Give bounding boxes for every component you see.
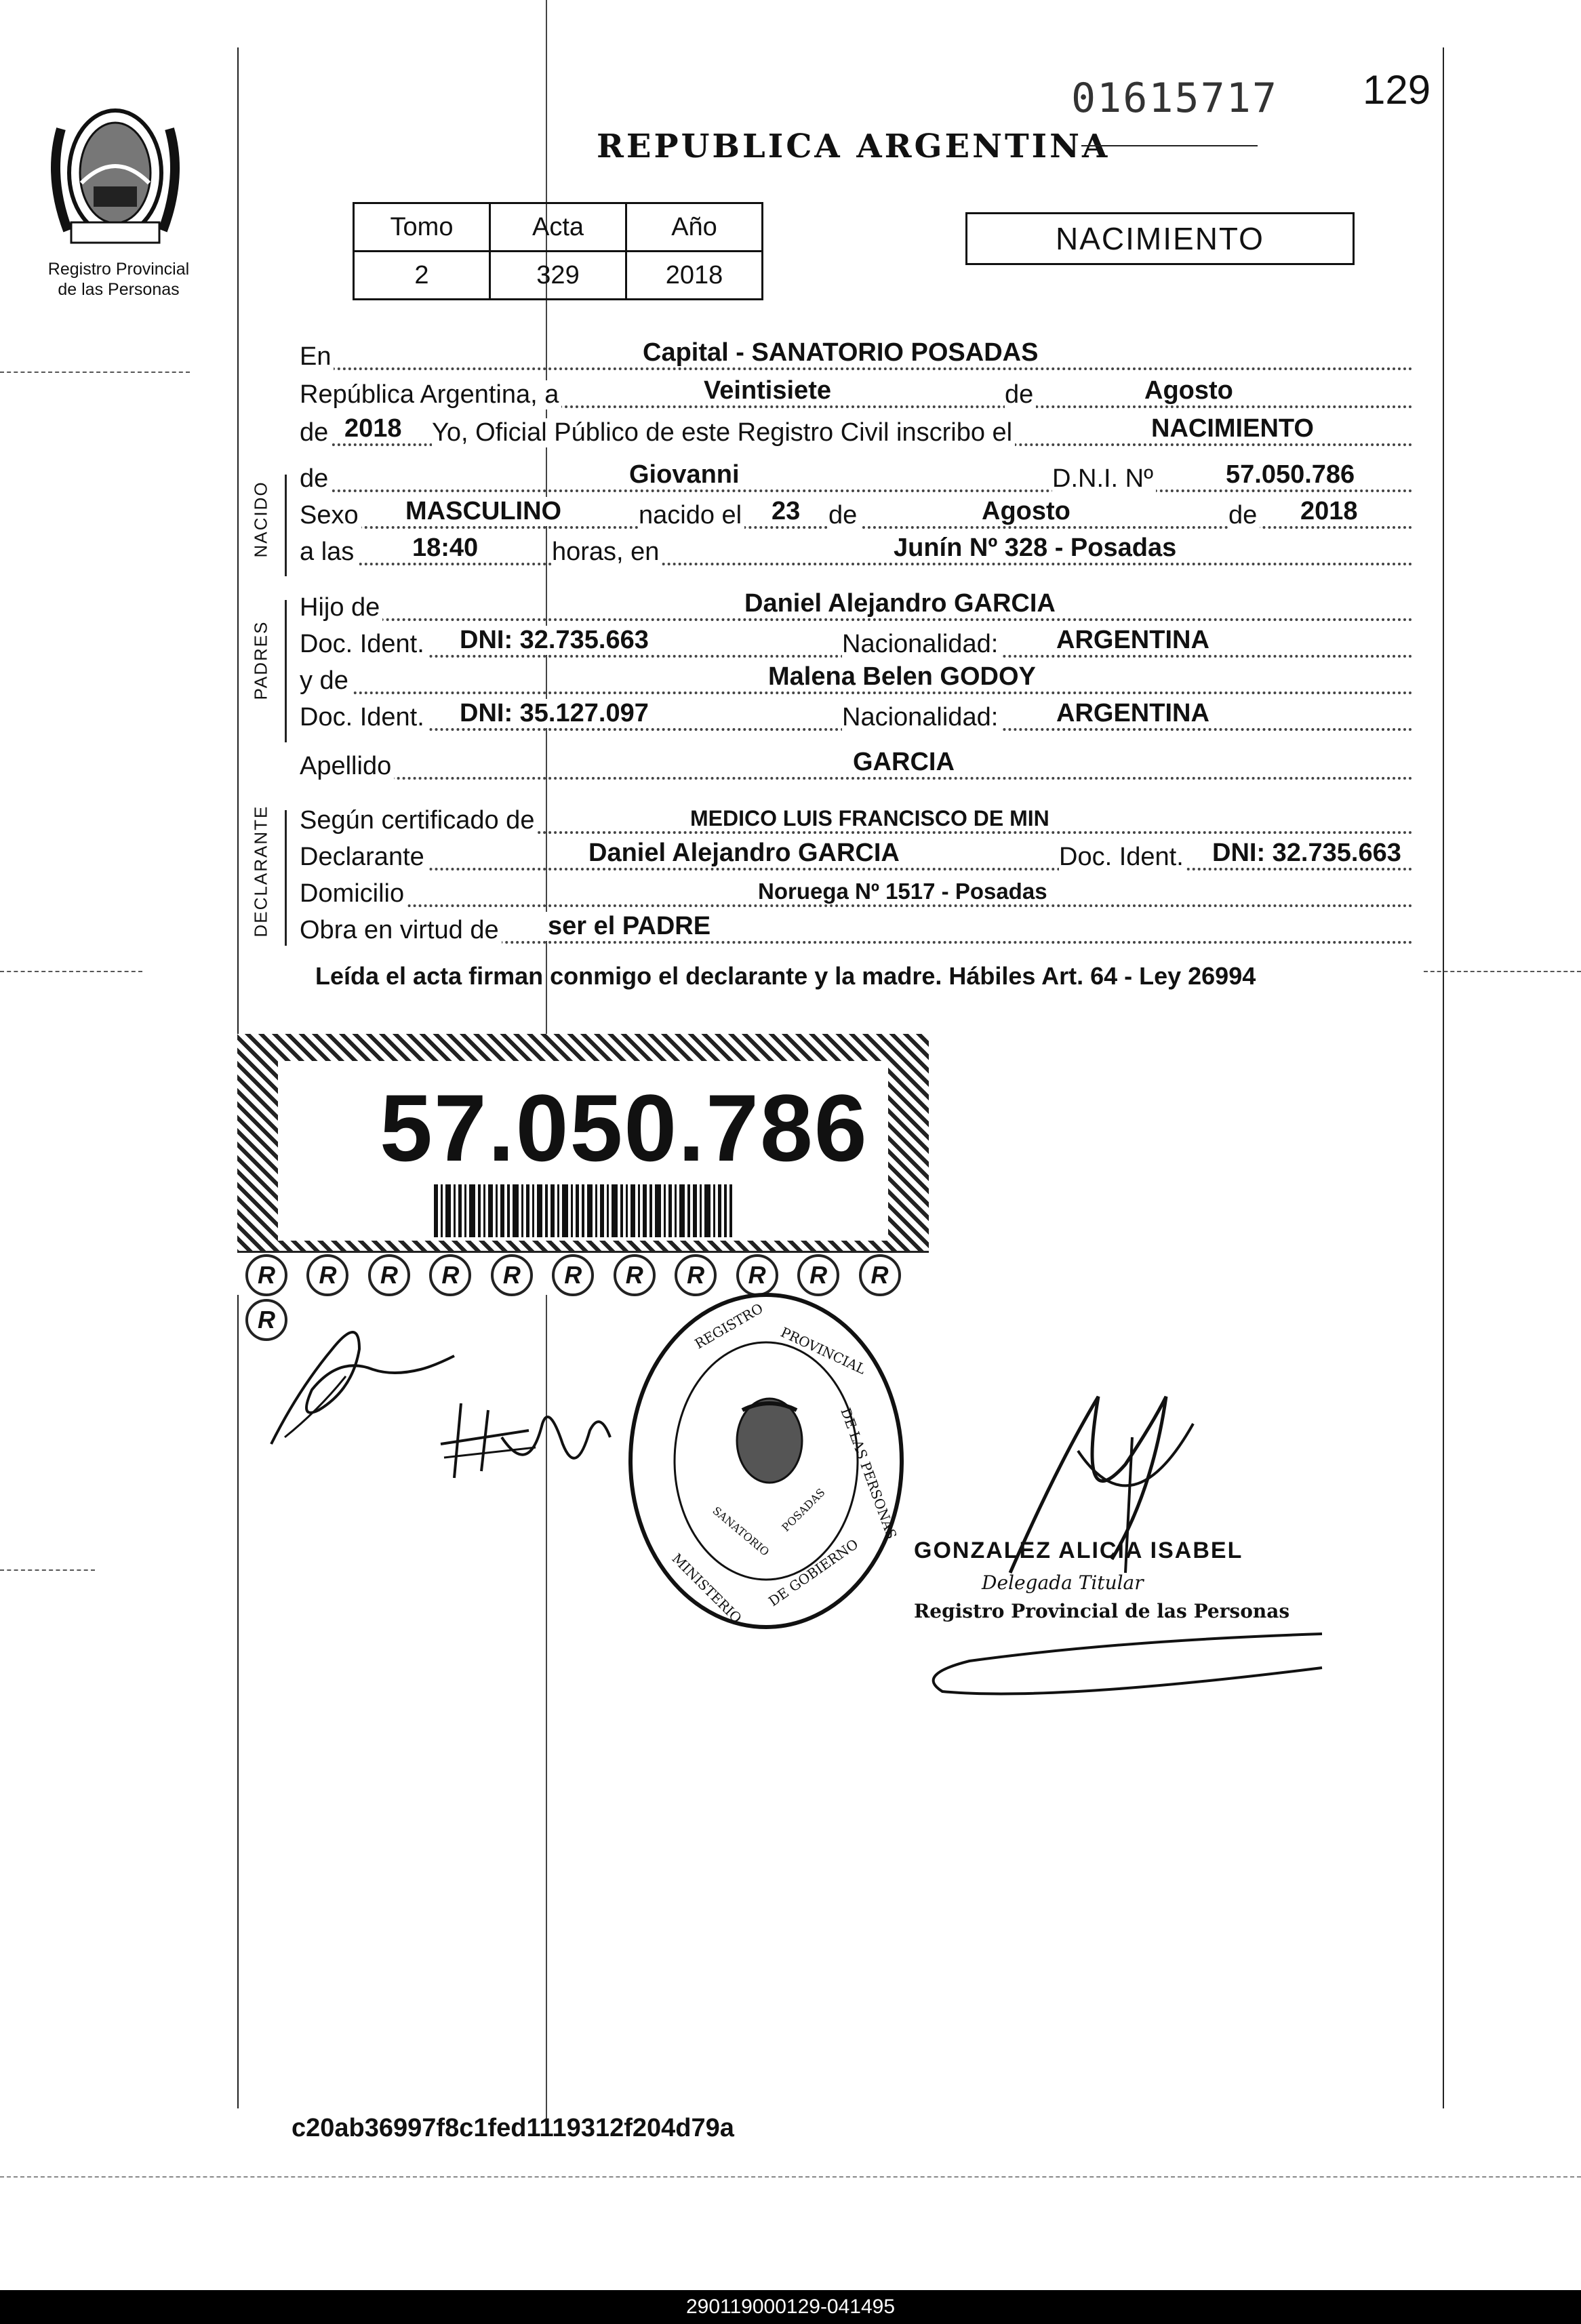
doc1-value: DNI: 32.735.663: [456, 626, 653, 655]
footer-id-bar: 290119000129-041495: [0, 2290, 1581, 2324]
declarante-label: Declarante: [300, 843, 427, 872]
nac-mes-value: Agosto: [978, 497, 1075, 526]
scan-line-right: [1424, 971, 1581, 972]
sexo-value: MASCULINO: [401, 497, 565, 526]
document-serial-number: 01615717: [1071, 75, 1278, 122]
r-logo-icon: R: [675, 1254, 717, 1296]
domicilio-label: Domicilio: [300, 879, 407, 908]
dni-value: 57.050.786: [1222, 460, 1359, 489]
document-type-box: NACIMIENTO: [965, 212, 1355, 265]
field-row-fecha: [300, 374, 1413, 412]
republica-label: República Argentina, a: [300, 380, 561, 409]
registry-label: Registro Provincial de las Personas: [47, 260, 190, 299]
scan-line-left-1: [0, 372, 190, 373]
r-logo-icon: R: [368, 1254, 410, 1296]
field-row-padre: [300, 587, 1413, 625]
mes-value: Agosto: [1140, 376, 1237, 405]
hora-label: a las: [300, 538, 357, 567]
declarante-value: Daniel Alejandro GARCIA: [584, 839, 904, 868]
official-title: Delegada Titular: [982, 1571, 1144, 1594]
svg-text:DE LAS PERSONAS: DE LAS PERSONAS: [837, 1405, 900, 1542]
official-name: GONZALEZ ALICIA ISABEL: [914, 1538, 1243, 1563]
hijo-label: Hijo de: [300, 593, 382, 622]
anio-value: 2018: [340, 414, 406, 443]
tomo-value: 2: [354, 252, 490, 300]
anio-header: Año: [626, 203, 763, 252]
yo-text: Yo, Oficial Público de este Registro Civil inscribo el: [432, 418, 1015, 447]
dni-sticker-number: 57.050.786: [380, 1075, 868, 1181]
nac2-label: Nacionalidad:: [842, 703, 1001, 732]
dia-value: Veintisiete: [700, 376, 835, 405]
field-row-en: [300, 336, 1413, 374]
tomo-acta-anio-table: [353, 202, 763, 300]
decl-doc-value: DNI: 32.735.663: [1208, 839, 1405, 868]
nombre-label: de: [300, 464, 331, 494]
nac1-label: Nacionalidad:: [842, 630, 1001, 659]
nac-de2-label: de: [1228, 501, 1260, 530]
field-row-domicilio: [300, 873, 1413, 911]
field-row-nombre: [300, 458, 1413, 496]
field-row-certificado: [300, 800, 1413, 838]
field-row-apellido: [300, 746, 1413, 784]
declarant-signature-icon: [258, 1308, 461, 1451]
r-logo-icon: R: [245, 1299, 287, 1341]
doc1-label: Doc. Ident.: [300, 630, 427, 659]
acta-value: 329: [490, 252, 626, 300]
obra-value: ser el PADRE: [544, 912, 715, 941]
official-office: Registro Provincial de las Personas: [914, 1600, 1290, 1622]
r-logo-icon: R: [614, 1254, 656, 1296]
yde-label: y de: [300, 666, 351, 696]
doc2-label: Doc. Ident.: [300, 703, 427, 732]
svg-text:REGISTRO: REGISTRO: [692, 1300, 766, 1353]
r-logo-icon: R: [797, 1254, 839, 1296]
scan-line-left-3: [0, 1569, 95, 1571]
right-margin-line: [1443, 47, 1444, 2108]
nacido-label: nacido el: [639, 501, 744, 530]
cert-value: MEDICO LUIS FRANCISCO DE MIN: [686, 806, 1054, 831]
mother-signature-icon: [434, 1383, 624, 1485]
svg-text:SANATORIO: SANATORIO: [710, 1504, 772, 1559]
declarante-bracket: [285, 810, 287, 946]
scan-line-left-2: [0, 971, 142, 972]
r-logo-icon: R: [306, 1254, 348, 1296]
dni-label: D.N.I. Nº: [1052, 464, 1156, 494]
page-number: 129: [1363, 67, 1431, 113]
nac-anio-value: 2018: [1296, 497, 1362, 526]
official-seal-stamp-icon: [624, 1288, 908, 1634]
cert-label: Según certificado de: [300, 806, 537, 835]
scan-line-bottom: [0, 2176, 1581, 2178]
madre-value: Malena Belen GODOY: [764, 662, 1040, 692]
r-logo-icon: R: [491, 1254, 533, 1296]
barcode-icon: [434, 1184, 732, 1237]
de-label: de: [1005, 380, 1036, 409]
field-row-madre: [300, 660, 1413, 698]
acto-value: NACIMIENTO: [1147, 414, 1318, 443]
padre-value: Daniel Alejandro GARCIA: [740, 589, 1060, 618]
apellido-label: Apellido: [300, 752, 394, 781]
doc2-value: DNI: 35.127.097: [456, 699, 653, 728]
nombre-value: Giovanni: [625, 460, 744, 489]
r-logo-icon: R: [245, 1254, 287, 1296]
field-row-hora: [300, 532, 1413, 569]
tomo-header: Tomo: [354, 203, 490, 252]
r-logo-icon: R: [552, 1254, 594, 1296]
sexo-label: Sexo: [300, 501, 361, 530]
anio-value: 2018: [626, 252, 763, 300]
r-logo-icon: R: [736, 1254, 778, 1296]
r-logo-icon: R: [429, 1254, 471, 1296]
nacido-bracket: [285, 475, 287, 576]
de2-label: de: [300, 418, 331, 447]
field-row-sexo: [300, 495, 1413, 533]
country-title: REPUBLICA ARGENTINA: [597, 127, 1110, 165]
svg-text:POSADAS: POSADAS: [779, 1485, 828, 1534]
official-signature-flourish-icon: [915, 1627, 1336, 1702]
closing-statement: Leída el acta firman conmigo el declarante y la madre. Hábiles Art. 64 - Ley 26994: [315, 962, 1256, 990]
domicilio-value: Noruega Nº 1517 - Posadas: [754, 879, 1052, 904]
field-row-doc1: [300, 624, 1413, 662]
field-row-inscribo: [300, 412, 1413, 450]
country-underline: [1081, 145, 1258, 146]
r-logo-icon: R: [859, 1254, 901, 1296]
svg-text:PROVINCIAL: PROVINCIAL: [778, 1323, 868, 1378]
padres-bracket: [285, 600, 287, 742]
nac-dia-value: 23: [767, 497, 804, 526]
field-row-doc2: [300, 697, 1413, 735]
declarante-side-label: DECLARANTE: [250, 805, 271, 938]
apellido-value: GARCIA: [849, 748, 959, 777]
province-coat-of-arms-icon: [34, 102, 197, 251]
horas-en-label: horas, en: [552, 538, 662, 567]
nac2-value: ARGENTINA: [1052, 699, 1214, 728]
acta-header: Acta: [490, 203, 626, 252]
nac-de-label: de: [828, 501, 860, 530]
nac1-value: ARGENTINA: [1052, 626, 1214, 655]
padres-side-label: PADRES: [250, 620, 271, 700]
hora-value: 18:40: [408, 534, 482, 563]
nacido-side-label: NACIDO: [250, 481, 271, 558]
decl-doc-label: Doc. Ident.: [1059, 843, 1186, 872]
svg-text:MINISTERIO: MINISTERIO: [668, 1550, 745, 1626]
svg-text:DE GOBIERNO: DE GOBIERNO: [765, 1536, 862, 1610]
obra-label: Obra en virtud de: [300, 916, 502, 945]
en-label: En: [300, 342, 334, 372]
document-hash: c20ab36997f8c1fed1119312f204d79a: [292, 2114, 734, 2142]
field-row-obra: [300, 910, 1413, 948]
field-row-declarante: [300, 837, 1413, 875]
en-value: Capital - SANATORIO POSADAS: [639, 338, 1042, 367]
lugar-value: Junín Nº 328 - Posadas: [889, 534, 1180, 563]
